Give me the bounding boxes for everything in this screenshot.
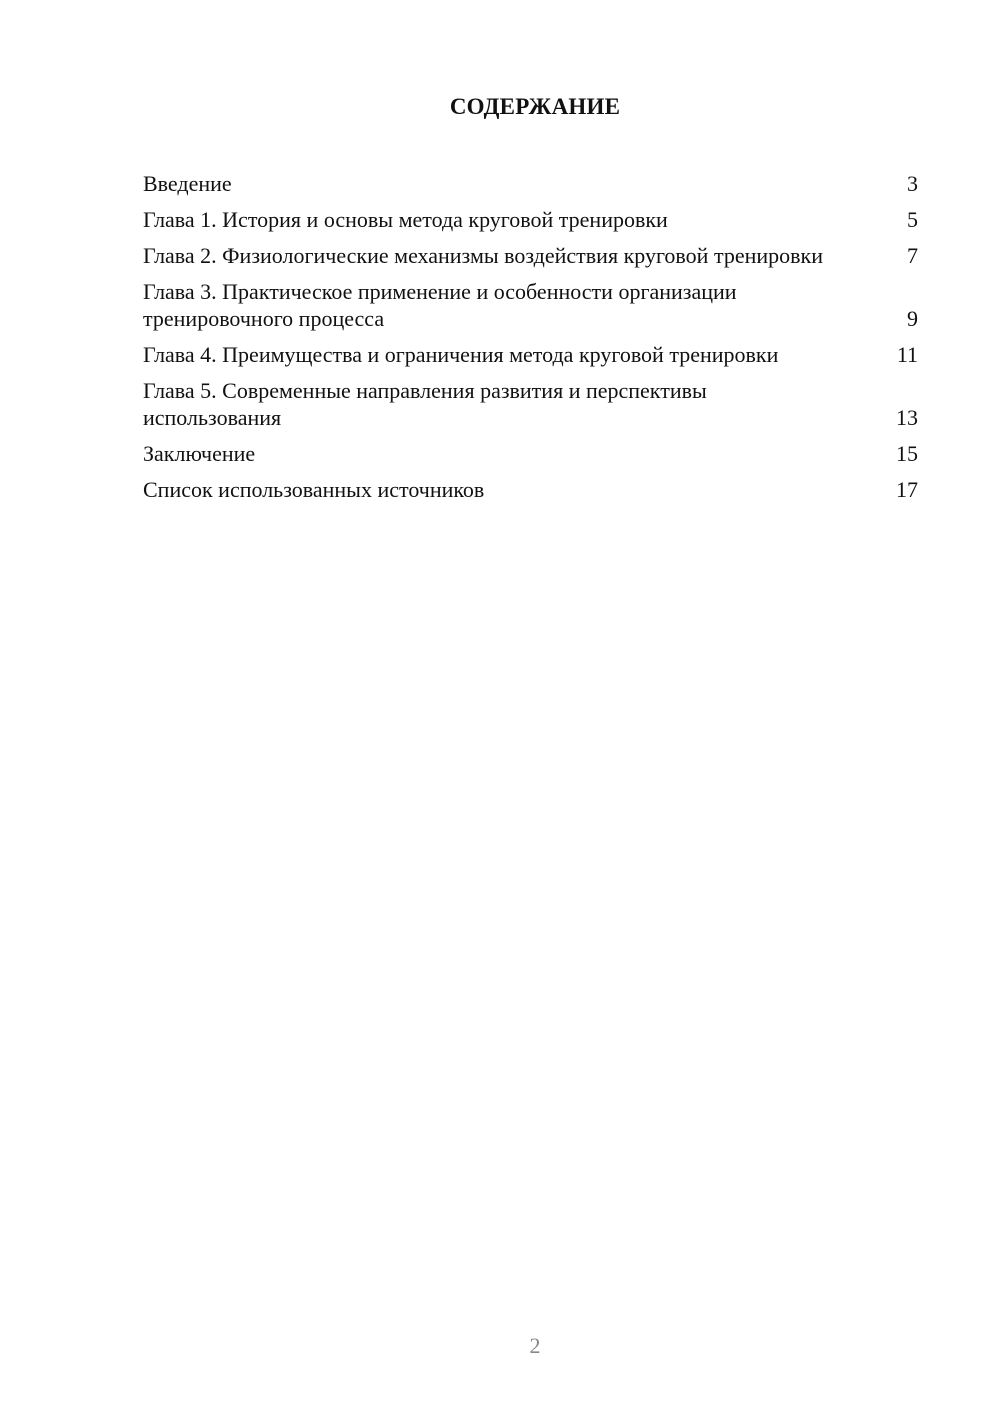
- toc-entry-page: 11: [896, 342, 918, 367]
- toc-entry-chapter-4[interactable]: [143, 341, 918, 368]
- toc-entry-chapter-2[interactable]: [143, 242, 918, 269]
- toc-entry-references[interactable]: [143, 476, 918, 503]
- page-number: 2: [529, 1333, 541, 1358]
- toc-entry-page: 3: [907, 171, 918, 196]
- table-of-contents: [143, 170, 918, 512]
- toc-entry-page: 13: [896, 405, 918, 430]
- toc-entry-text: Глава 1. История и основы метода круговой тренировки: [143, 207, 668, 232]
- toc-entry-introduction[interactable]: [143, 170, 918, 197]
- toc-entry-page: 5: [907, 207, 918, 232]
- toc-entry-chapter-3[interactable]: [143, 278, 918, 332]
- toc-entry-page: 15: [896, 441, 918, 466]
- toc-entry-page: 9: [907, 306, 918, 331]
- toc-entry-chapter-5[interactable]: [143, 377, 918, 431]
- toc-entry-text: Введение: [143, 171, 232, 196]
- toc-entry-text: Глава 2. Физиологические механизмы воздействия круговой тренировки: [143, 243, 823, 268]
- toc-entry-page: 7: [907, 243, 918, 268]
- toc-entry-chapter-1[interactable]: [143, 206, 918, 233]
- toc-entry-text: Глава 3. Практическое применение и особенности организации тренировочного процесса: [143, 279, 737, 331]
- toc-entry-text: Глава 5. Современные направления развития и перспективы использования: [143, 378, 707, 430]
- toc-entry-text: Список использованных источников: [143, 477, 485, 502]
- toc-entry-text: Глава 4. Преимущества и ограничения метода круговой тренировки: [143, 342, 779, 367]
- toc-entry-conclusion[interactable]: [143, 440, 918, 467]
- toc-entry-page: 17: [896, 477, 918, 502]
- page-title: СОДЕРЖАНИЕ: [449, 94, 621, 119]
- toc-entry-text: Заключение: [143, 441, 256, 466]
